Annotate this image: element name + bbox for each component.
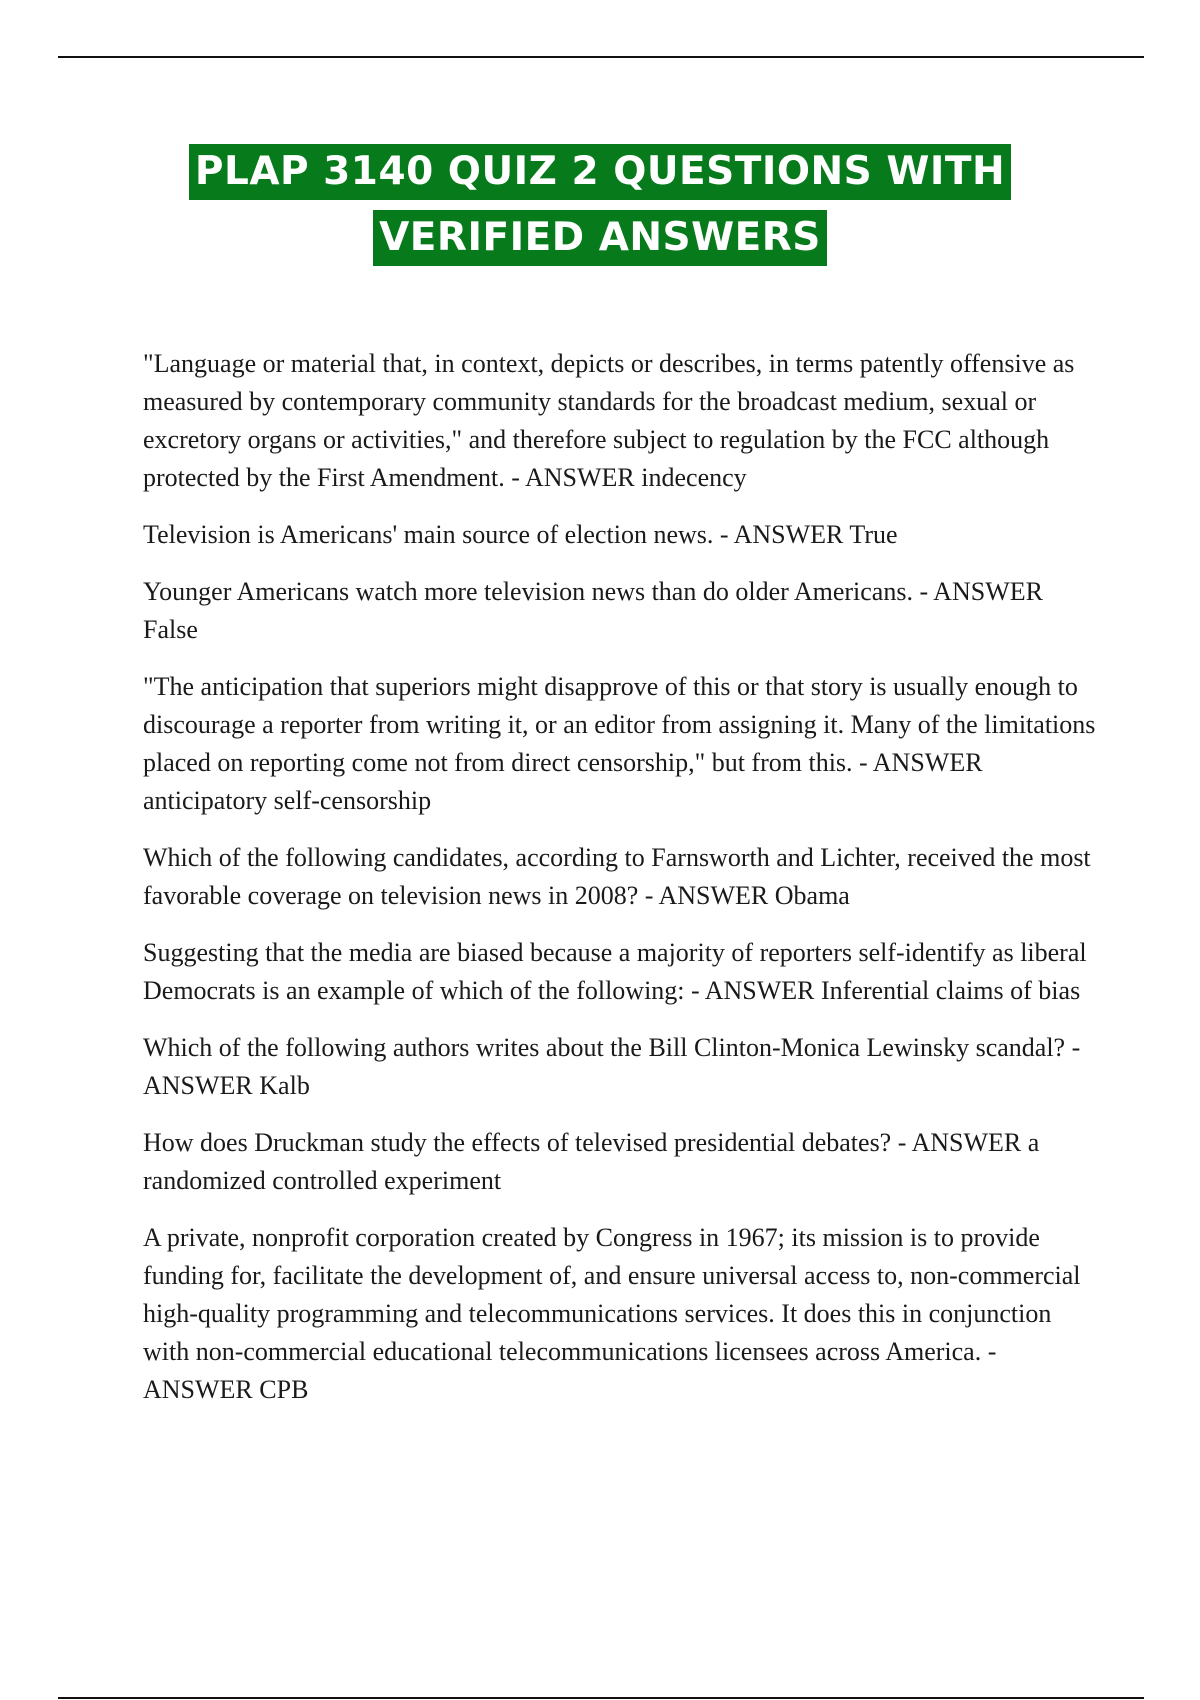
qa-item-4: "The anticipation that superiors might disapprove of this or that story is usually enough to discourage a reporter from writing it, or an editor from assigning it. Many of the limitations placed on reporting come not from direct censorship," but from this. - ANSWER anticipatory self-censorship [143, 672, 1096, 815]
page-title [0, 144, 1200, 266]
title-line-2: VERIFIED ANSWERS [373, 210, 827, 266]
qa-item-7: Which of the following authors writes about the Bill Clinton-Monica Lewinsky scandal? - ANSWER Kalb [143, 1033, 1081, 1100]
bottom-rule [58, 1697, 1144, 1699]
qa-item-9: A private, nonprofit corporation created by Congress in 1967; its mission is to provide funding for, facilitate the development of, and ensure universal access to, non-commercial high-quality programming and telecommunications services. It does this in conjunction with non-commercial educational telecommunications licensees across America. - ANSWER CPB [143, 1223, 1081, 1404]
qa-item-3: Younger Americans watch more television news than do older Americans. - ANSWER False [143, 577, 1043, 644]
qa-item-1: "Language or material that, in context, depicts or describes, in terms patently offensive as measured by contemporary community standards for the broadcast medium, sexual or excretory organs or activities," and therefore subject to regulation by the FCC although protected by the First Amendment. - ANSWER indecency [143, 349, 1075, 492]
qa-item-6: Suggesting that the media are biased because a majority of reporters self-identify as liberal Democrats is an example of which of the following: - ANSWER Inferential claims of bias [143, 938, 1087, 1005]
qa-item-8: How does Druckman study the effects of televised presidential debates? - ANSWER a randomized controlled experiment [143, 1128, 1040, 1195]
qa-list [143, 345, 1098, 1428]
qa-item-5: Which of the following candidates, according to Farnsworth and Lichter, received the most favorable coverage on television news in 2008? - ANSWER Obama [143, 843, 1091, 910]
qa-item-2: Television is Americans' main source of election news. - ANSWER True [143, 520, 898, 549]
title-line-1: PLAP 3140 QUIZ 2 QUESTIONS WITH [189, 144, 1011, 200]
top-rule [58, 56, 1144, 58]
